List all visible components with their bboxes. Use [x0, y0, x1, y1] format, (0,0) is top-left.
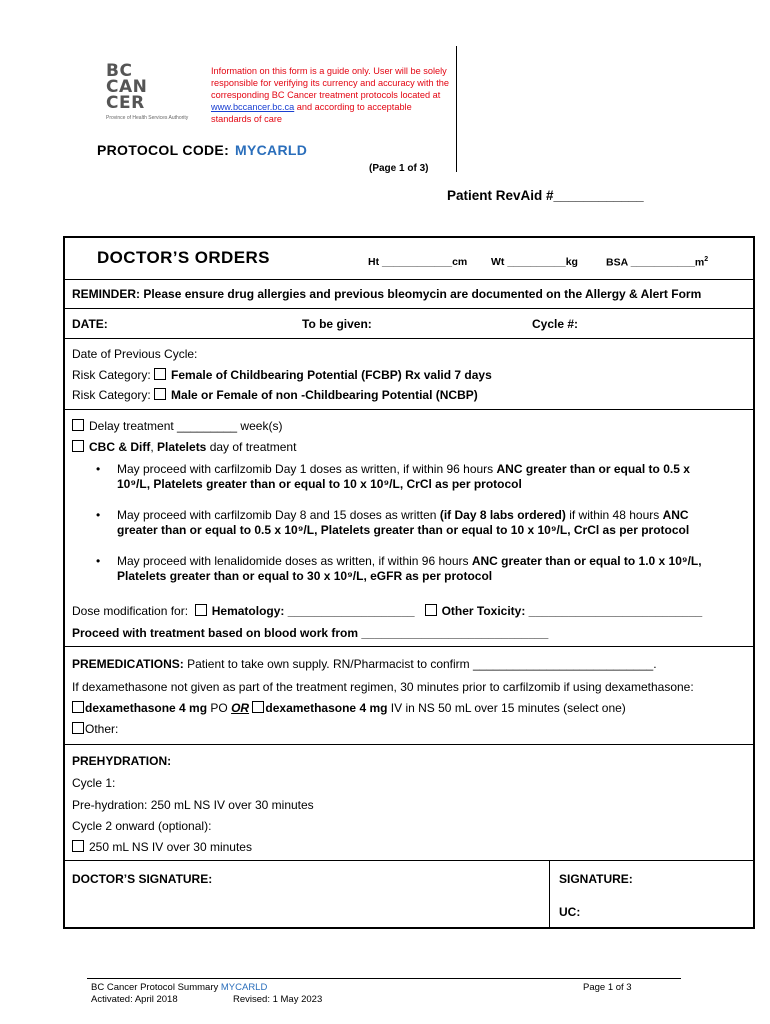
page-indicator-header: (Page 1 of 3) — [369, 163, 429, 174]
dexamethasone-options — [72, 701, 626, 715]
logo-line-1: BC — [106, 61, 133, 81]
ns-checkbox[interactable] — [72, 840, 84, 852]
prehydration-line: Pre-hydration: 250 mL NS IV over 30 minutes — [72, 798, 314, 812]
cbc-checkbox[interactable] — [72, 440, 84, 452]
dex-po-label: dexamethasone 4 mg — [85, 701, 208, 715]
divider — [65, 338, 753, 339]
doctors-signature-field[interactable]: DOCTOR’S SIGNATURE: — [72, 872, 213, 886]
or-label: OR — [231, 701, 250, 715]
bullet-icon: • — [96, 554, 101, 568]
footer-code: MYCARLD — [220, 982, 268, 993]
footer-divider — [87, 978, 681, 979]
other-toxicity-label: Other Toxicity: __________________________ — [441, 604, 703, 618]
dex-iv-checkbox[interactable] — [252, 701, 264, 713]
risk-row-ncbp — [72, 388, 478, 402]
bullet-icon: • — [96, 508, 101, 522]
logo-line-2: CAN — [106, 77, 148, 97]
hematology-label: Hematology: ___________________ — [211, 604, 415, 618]
disclaimer-text: Information on this form is a guide only. User will be solely responsible for verifying its currency and accuracy with the corresponding BC Cancer treatment protocols located at — [211, 66, 449, 100]
divider — [65, 409, 753, 410]
criteria-bold-2: ANC — [662, 508, 689, 522]
lenalidomide-criteria — [117, 554, 737, 584]
bsa-field[interactable] — [606, 256, 708, 269]
dexamethasone-note: If dexamethasone not given as part of the treatment regimen, 30 minutes prior to carfilzomib if using dexamethasone: — [72, 680, 694, 694]
doctors-orders-title: DOCTOR’S ORDERS — [97, 248, 270, 267]
protocol-code-value: MYCARLD — [235, 142, 308, 158]
criteria-text: May proceed with carfilzomib Day 8 and 15 doses as written — [117, 508, 440, 522]
premedications-text: Patient to take own supply. RN/Pharmacist to confirm ___________________________. — [183, 657, 657, 671]
ns-row — [72, 840, 252, 854]
reminder-text: REMINDER: Please ensure drug allergies and previous bleomycin are documented on the Allergy & Alert Form — [72, 287, 702, 301]
criteria-bold: ANC greater than or equal to 1.0 x 10⁹/L, — [471, 554, 702, 568]
logo-line-3: CER — [106, 93, 145, 113]
fcbp-checkbox[interactable] — [154, 368, 166, 380]
ncbp-label: Male or Female of non -Childbearing Potential (NCBP) — [171, 388, 478, 402]
protocol-code — [97, 142, 307, 158]
weight-field[interactable]: Wt __________kg — [491, 256, 578, 268]
criteria-text-2: if within 48 hours — [565, 508, 663, 522]
bccancer-link[interactable]: www.bccancer.bc.ca — [211, 102, 295, 112]
carfilzomib-day8-criteria — [117, 508, 737, 538]
divider — [65, 308, 753, 309]
divider — [65, 279, 753, 280]
cbc-row — [72, 440, 296, 454]
disclaimer — [211, 65, 451, 125]
ncbp-checkbox[interactable] — [154, 388, 166, 400]
premedications-label: PREMEDICATIONS: — [72, 657, 184, 671]
cycle1-label: Cycle 1: — [72, 776, 116, 790]
other-premed-label: Other: — [85, 722, 119, 736]
dex-po-checkbox[interactable] — [72, 701, 84, 713]
hematology-checkbox[interactable] — [195, 604, 207, 616]
cbc-separator: , — [150, 440, 157, 454]
criteria-line2: 10⁹/L, Platelets greater than or equal to 10 x 10⁹/L, CrCl as per protocol — [117, 477, 522, 491]
criteria-line2: Platelets greater than or equal to 30 x 10⁹/L, eGFR as per protocol — [117, 569, 493, 583]
criteria-text: May proceed with carfilzomib Day 1 doses as written, if within 96 hours — [117, 462, 497, 476]
disclaimer-text-end: and according to acceptable standards of care — [211, 102, 412, 124]
other-toxicity-checkbox[interactable] — [425, 604, 437, 616]
dex-iv-route: IV in NS 50 mL over 15 minutes (select one) — [387, 701, 626, 715]
risk-label: Risk Category: — [72, 388, 151, 402]
uc-field[interactable]: UC: — [559, 905, 581, 919]
footer-summary-text: BC Cancer Protocol Summary — [91, 982, 221, 993]
criteria-line2: greater than or equal to 0.5 x 10⁹/L, Platelets greater than or equal to 10 x 10⁹/L, CrCl as per protocol — [117, 523, 690, 537]
logo-subtitle: Province of Health Services Authority — [106, 115, 189, 121]
criteria-bold: ANC greater than or equal to 0.5 x — [496, 462, 690, 476]
footer-revised: Revised: 1 May 2023 — [233, 994, 323, 1005]
other-premed-checkbox[interactable] — [72, 722, 84, 734]
cbc-rest: day of treatment — [206, 440, 297, 454]
patient-revaid-field[interactable]: Patient RevAid #____________ — [447, 188, 644, 203]
dose-modification-row — [72, 604, 702, 618]
previous-cycle-date[interactable]: Date of Previous Cycle: — [72, 347, 198, 361]
bsa-field-text: BSA ___________m — [606, 256, 705, 269]
other-premed-row — [72, 722, 118, 736]
carfilzomib-day1-criteria — [117, 462, 737, 492]
dex-po-route: PO — [207, 701, 232, 715]
risk-label: Risk Category: — [72, 368, 151, 382]
dex-iv-label: dexamethasone 4 mg — [265, 701, 388, 715]
delay-label: Delay treatment _________ week(s) — [89, 419, 283, 433]
divider — [65, 860, 753, 861]
footer-summary — [91, 982, 267, 993]
protocol-label: PROTOCOL CODE: — [97, 142, 230, 158]
signature-divider — [549, 860, 550, 927]
ns-label: 250 mL NS IV over 30 minutes — [89, 840, 252, 854]
footer-page: Page 1 of 3 — [583, 982, 632, 993]
proceed-bloodwork-field[interactable]: Proceed with treatment based on blood work from ____________________________ — [72, 626, 549, 640]
cbc-label: CBC & Diff — [89, 440, 151, 454]
cycle2-label: Cycle 2 onward (optional): — [72, 819, 212, 833]
bc-cancer-logo — [106, 63, 202, 121]
cycle-number-field[interactable]: Cycle #: — [532, 317, 579, 331]
divider — [65, 646, 753, 647]
footer-activated: Activated: April 2018 — [91, 994, 178, 1005]
fcbp-label: Female of Childbearing Potential (FCBP) Rx valid 7 days — [171, 368, 492, 382]
criteria-bold: (if Day 8 labs ordered) — [439, 508, 566, 522]
bullet-icon: • — [96, 462, 101, 476]
platelets-label: Platelets — [157, 440, 207, 454]
to-be-given-field[interactable]: To be given: — [302, 317, 372, 331]
header-divider — [456, 46, 457, 172]
premedications-row — [72, 657, 657, 671]
criteria-text: May proceed with lenalidomide doses as written, if within 96 hours — [117, 554, 472, 568]
delay-treatment-row — [72, 419, 282, 433]
prehydration-label: PREHYDRATION: — [72, 754, 172, 768]
height-field[interactable]: Ht ____________cm — [368, 256, 468, 268]
date-field[interactable]: DATE: — [72, 317, 108, 331]
bsa-unit-superscript: 2 — [704, 256, 709, 263]
dose-mod-label: Dose modification for: — [72, 604, 189, 618]
delay-checkbox[interactable] — [72, 419, 84, 431]
divider — [65, 744, 753, 745]
risk-row-fcbp — [72, 368, 492, 382]
signature-field[interactable]: SIGNATURE: — [559, 872, 633, 886]
